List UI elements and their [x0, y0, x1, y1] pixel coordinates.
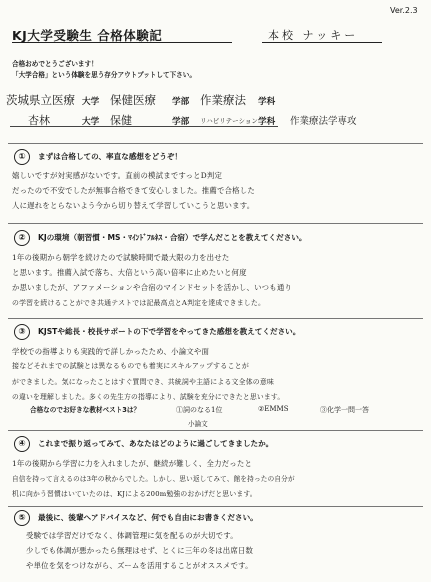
title-underline: [12, 42, 232, 43]
intro-line-1: 合格おめでとうございます！: [12, 60, 98, 68]
school-name: 本校 ナッキー: [268, 29, 359, 42]
divider-4: [8, 430, 423, 431]
divider-5: [8, 506, 423, 507]
favorite-material-1: ①詞のなる1位: [176, 406, 223, 414]
question-number-4: ④: [14, 436, 30, 452]
version-label: Ver.2.3: [390, 6, 418, 15]
university-name-1: 茨城県立医療: [6, 93, 75, 107]
faculty-label-2: 学部: [172, 117, 190, 127]
q3-answer-line-2: 接などそれまでの試験とは異なるものでも着実にスキルアップすることが: [12, 362, 250, 370]
q3-answer-line-3: ができました。気になったことはすぐ質問でき、共統詞や主語による文全体の意味: [12, 378, 275, 386]
q5-answer-line-1: 受験では学習だけでなく、体調管理に気を配るのが大切です。: [26, 531, 238, 540]
divider-1: [8, 143, 423, 144]
faculty-label-1: 学部: [172, 97, 190, 107]
university-label-1: 大学: [82, 97, 100, 107]
intro-line-2: 「大学合格」という体験を思う存分アウトプットして下さい。: [12, 71, 196, 79]
major-name: 作業療法学専攻: [290, 116, 357, 127]
q5-answer-line-3: や単位を気をつけながら、ズームを活用することがオススメです。: [26, 561, 253, 570]
q1-answer-line-1: 嬉しいですが対実感がないです。直前の模試まですっとD判定: [12, 171, 223, 180]
q1-answer-line-3: 人に遅れをとらないよう今から切り替えて学習していこうと思います。: [12, 201, 255, 210]
question-number-1: ①: [14, 149, 30, 165]
department-name-1: 作業療法: [200, 93, 246, 107]
q2-answer-line-1: 1年の後期から朝学を続けたので試験時間で最大限の力を出せた: [12, 253, 230, 262]
department-label-2: 学科: [258, 117, 276, 127]
university-name-2: 杏林: [28, 114, 50, 127]
question-5-text: 最後に、後輩へアドバイスなど、何でも自由にお書きください。: [38, 513, 258, 522]
q2-answer-line-2: と思います。推薦入試で落ち、大倍という高い倍率に止めたいと何度: [12, 268, 247, 277]
q2-answer-line-4: の学習を続けることができ共通テストでは記最高点とA判定を達成できました。: [12, 299, 266, 307]
faculty-name-1: 保健医療: [110, 93, 156, 107]
school-underline: [262, 42, 382, 43]
favorite-material-2: ②EMMS: [258, 405, 289, 413]
question-number-5: ⑤: [14, 510, 30, 526]
divider-3: [8, 318, 423, 319]
faculty-name-2: 保健: [110, 114, 132, 127]
question-number-3: ③: [14, 324, 30, 340]
department-label-1: 学科: [258, 97, 276, 107]
question-number-2: ②: [14, 230, 30, 246]
favorite-material-3: ③化学一問一答: [320, 406, 369, 414]
q3-answer-line-1: 学校での指導よりも実践的で詳しかったため、小論文や面: [12, 347, 210, 356]
favorite-material-1-sub: 小論文: [188, 420, 208, 428]
q2-answer-line-3: か思いましたが、アファメーションや合宿のマインドセットを活かし、いつも通り: [12, 283, 293, 292]
page-title: KJ大学受験生 合格体験記: [12, 28, 163, 43]
question-3-text: KJSTや総長・校長サポートの下で学習をやってきた感想を教えてください。: [38, 327, 301, 336]
favorite-materials-label: 合格なのでお好きな教材ベスト3は？: [30, 406, 141, 414]
q4-answer-line-3: 机に向かう習慣はいていたのは、KJによる200m勉強のおかげだと思います。: [12, 490, 257, 498]
q4-answer-line-1: 1年の後期から学習に力を入れましたが、継続が難しく、全力だったと: [12, 459, 253, 468]
q4-answer-line-2: 自信を持って言えるのは3年の秋からでした。しかし、思い返してみて、館を持ったの自分が: [12, 475, 295, 483]
department-name-2: リハビリテーション: [200, 117, 258, 125]
divider-2: [8, 223, 423, 224]
q1-answer-line-2: だったので不安でしたが無事合格できて安心しました。推薦で合格した: [12, 186, 255, 195]
q3-answer-line-4: の違いを理解しました。多くの先生方の指導により、試験を充分にできたと思います。: [12, 393, 285, 401]
q5-answer-line-2: 少しでも体調が悪かったら無理はせず、とくに三年の冬は出席日数: [26, 546, 254, 555]
university-label-2: 大学: [82, 117, 100, 127]
question-4-text: これまで振り返ってみて、あなたはどのように過ごしてきましたか。: [38, 439, 274, 448]
question-1-text: まずは合格しての、率直な感想をどうぞ！: [38, 152, 182, 161]
university-row2-underline: [10, 126, 278, 127]
question-2-text: KJの環境（朝習慣・MS・ﾏｲﾝﾄﾞﾌﾙﾈｽ・合宿）で学んだことを教えてください。: [38, 233, 307, 242]
